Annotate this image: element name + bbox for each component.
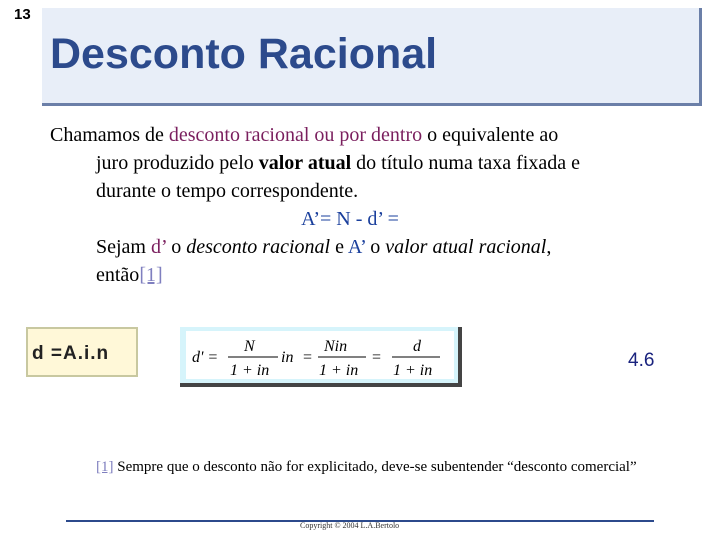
bold-term: valor atual [258, 152, 352, 174]
fraction-numerator-nin: Nin [324, 338, 348, 355]
formula-line [50, 205, 690, 233]
footnote [96, 458, 696, 476]
fraction-numerator-n: N [244, 338, 255, 355]
highlight-term: desconto racional ou por dentro [168, 124, 423, 146]
text-segment: Chamamos de [50, 124, 169, 146]
formula-in: in [281, 349, 294, 366]
page-title: Desconto Racional [50, 30, 438, 78]
fraction-numerator-d: d [413, 338, 421, 355]
equals-sign: = [303, 349, 313, 366]
text-segment: , [546, 236, 552, 258]
text-segment: o [365, 236, 386, 258]
body-paragraph [50, 121, 690, 289]
paragraph-line-3: durante o tempo correspondente. [96, 180, 359, 202]
formula-image-small [26, 327, 138, 377]
footnote-ref-link[interactable]: [1] [96, 459, 114, 475]
formula-image-large [180, 327, 462, 387]
footnote-text: Sempre que o desconto não for explicitado, deve-se subentender “desconto comercial” [113, 459, 637, 475]
fraction-denominator: 1 + in [230, 362, 270, 379]
copyright-text: Copyright © 2004 L.A.Bertolo [300, 521, 400, 530]
footnote-link[interactable]: [1] [139, 264, 163, 286]
equation-number: 4.6 [628, 350, 655, 371]
text-segment: Sejam [96, 236, 151, 258]
paragraph-line-1 [50, 121, 690, 149]
formula-text: A’= N - d’ = [301, 208, 399, 230]
slide-number: 13 [14, 6, 31, 23]
text-segment: o [166, 236, 187, 258]
equals-sign: = [372, 349, 382, 366]
paragraph-line-6 [50, 261, 690, 289]
italic-term: desconto racional [186, 236, 331, 258]
formula-small-text: d =A.i.n [32, 343, 110, 364]
title-box [42, 8, 702, 106]
fraction-denominator: 1 + in [319, 362, 359, 379]
variable-a: A’ [347, 236, 366, 258]
text-segment: o equivalente ao [422, 124, 559, 146]
fraction-denominator: 1 + in [393, 362, 433, 379]
variable-d: d’ [151, 236, 167, 258]
paragraph-line-2 [50, 149, 690, 177]
text-segment: juro produzido pelo [96, 152, 259, 174]
formula-panel [186, 331, 454, 379]
text-segment: e [330, 236, 348, 258]
text-segment: do título numa taxa fixada e [351, 152, 580, 174]
italic-term: valor atual racional [385, 236, 547, 258]
formula-lhs: d' = [192, 349, 219, 366]
formula-svg [186, 331, 458, 383]
paragraph-line-5 [50, 233, 690, 261]
text-segment: então [96, 264, 140, 286]
